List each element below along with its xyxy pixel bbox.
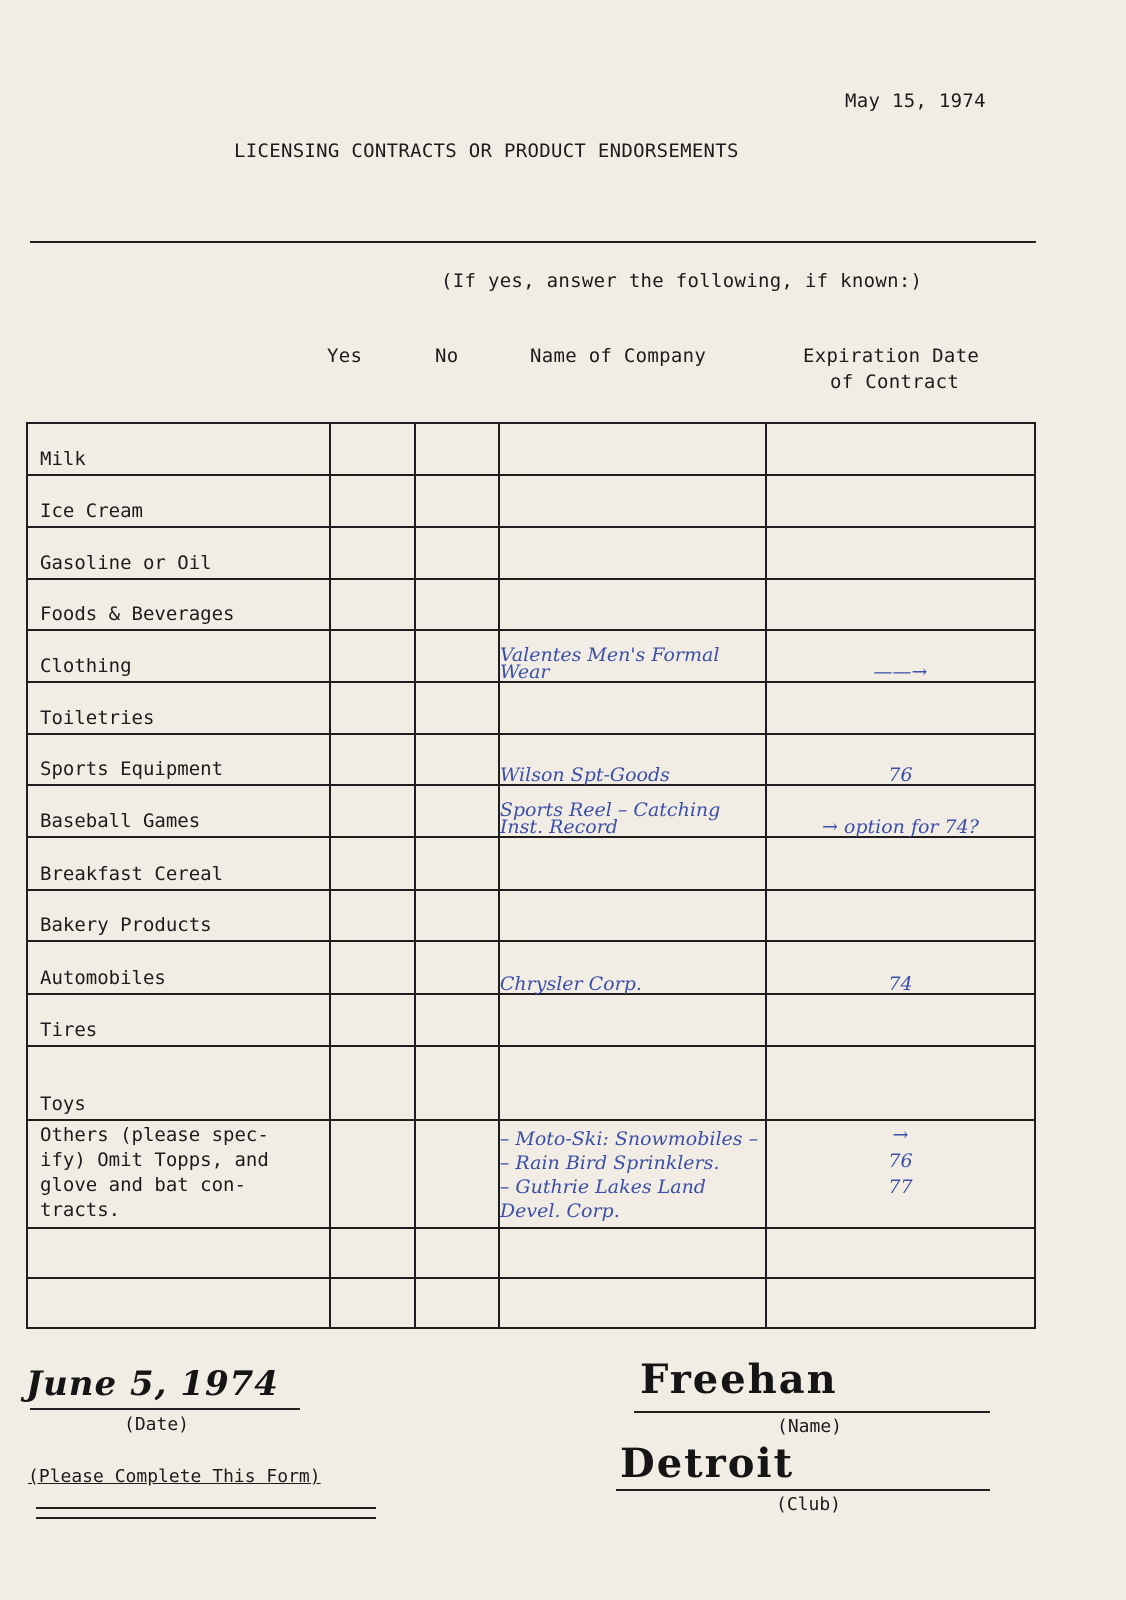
form-title: LICENSING CONTRACTS OR PRODUCT ENDORSEMENTS	[234, 140, 739, 162]
expiration-cell[interactable]	[766, 423, 1035, 475]
table-row	[27, 579, 1035, 630]
yes-cell[interactable]	[330, 837, 414, 890]
company-cell[interactable]	[499, 579, 766, 630]
category-label: Sports Equipment	[27, 734, 330, 785]
expiration-cell[interactable]	[766, 1278, 1035, 1328]
date-caption: (Date)	[124, 1414, 190, 1435]
category-label: Gasoline or Oil	[27, 527, 330, 579]
yes-cell[interactable]	[330, 682, 414, 734]
title-divider	[30, 241, 1036, 243]
column-header-expiration-2: of Contract	[830, 371, 960, 393]
expiration-cell[interactable]	[766, 527, 1035, 579]
column-header-expiration: Expiration Date	[803, 345, 980, 367]
expiration-cell[interactable]	[766, 994, 1035, 1046]
no-cell[interactable]	[415, 682, 499, 734]
yes-cell[interactable]	[330, 1228, 414, 1278]
company-cell[interactable]	[499, 890, 766, 941]
expiration-cell[interactable]	[766, 475, 1035, 527]
company-cell[interactable]: Sports Reel – Catching Inst. Record	[499, 785, 766, 837]
table-row	[27, 1046, 1035, 1120]
no-cell[interactable]	[415, 1046, 499, 1120]
yes-cell[interactable]	[330, 423, 414, 475]
name-caption: (Name)	[777, 1416, 843, 1437]
signature-club: Detroit	[620, 1440, 795, 1487]
name-line	[634, 1411, 990, 1413]
no-cell[interactable]	[415, 994, 499, 1046]
table-row	[27, 734, 1035, 785]
company-cell[interactable]	[499, 682, 766, 734]
no-cell[interactable]	[415, 941, 499, 994]
handwritten-date: June 5, 1974	[26, 1364, 279, 1404]
table-row	[27, 890, 1035, 941]
company-cell[interactable]: Valentes Men's Formal Wear	[499, 630, 766, 682]
expiration-cell[interactable]: 76	[766, 734, 1035, 785]
yes-cell[interactable]	[330, 1120, 414, 1228]
blank-label-cell[interactable]	[27, 1278, 330, 1328]
expiration-cell[interactable]: 74	[766, 941, 1035, 994]
expiration-cell[interactable]: → option for 74?	[766, 785, 1035, 837]
table-row	[27, 630, 1035, 682]
table-row	[27, 475, 1035, 527]
endorsement-table	[26, 422, 1036, 1329]
column-header-yes: Yes	[327, 345, 363, 367]
category-label: Clothing	[27, 630, 330, 682]
yes-cell[interactable]	[330, 1278, 414, 1328]
no-cell[interactable]	[415, 1278, 499, 1328]
no-cell[interactable]	[415, 423, 499, 475]
no-cell[interactable]	[415, 1228, 499, 1278]
form-date: May 15, 1974	[845, 90, 986, 112]
no-cell[interactable]	[415, 579, 499, 630]
company-cell[interactable]	[499, 475, 766, 527]
column-header-company: Name of Company	[530, 345, 707, 367]
others-expiration-entry: 76	[888, 1150, 913, 1172]
category-label: Foods & Beverages	[27, 579, 330, 630]
table-row-blank	[27, 1278, 1035, 1328]
no-cell[interactable]	[415, 630, 499, 682]
others-expiration-entry: 77	[888, 1176, 913, 1198]
category-label: Bakery Products	[27, 890, 330, 941]
column-header-no: No	[435, 345, 459, 367]
no-cell[interactable]	[415, 475, 499, 527]
yes-cell[interactable]	[330, 785, 414, 837]
yes-cell[interactable]	[330, 579, 414, 630]
yes-cell[interactable]	[330, 527, 414, 579]
expiration-cell[interactable]: ——→	[766, 630, 1035, 682]
table-row	[27, 994, 1035, 1046]
others-company-entry: – Moto-Ski: Snowmobiles –	[499, 1128, 759, 1150]
category-label: Baseball Games	[27, 785, 330, 837]
category-label: Milk	[27, 423, 330, 475]
note-rule-2	[36, 1517, 376, 1519]
category-label: Breakfast Cereal	[27, 837, 330, 890]
category-label: Tires	[27, 994, 330, 1046]
category-label-others: Others (please spec- ify) Omit Topps, and glove and bat con- tracts.	[27, 1120, 330, 1228]
company-cell[interactable]	[499, 1278, 766, 1328]
expiration-cell[interactable]	[766, 837, 1035, 890]
category-label: Automobiles	[27, 941, 330, 994]
yes-cell[interactable]	[330, 734, 414, 785]
note-rule-1	[36, 1507, 376, 1509]
no-cell[interactable]	[415, 527, 499, 579]
company-cell[interactable]	[499, 527, 766, 579]
blank-label-cell[interactable]	[27, 1228, 330, 1278]
table-row-others	[27, 1120, 1035, 1228]
category-label: Ice Cream	[27, 475, 330, 527]
instruction-text: (If yes, answer the following, if known:)	[441, 270, 923, 292]
expiration-cell[interactable]	[766, 1228, 1035, 1278]
expiration-cell[interactable]	[766, 579, 1035, 630]
yes-cell[interactable]	[330, 630, 414, 682]
company-cell[interactable]	[499, 994, 766, 1046]
others-company-entry: – Guthrie Lakes Land Devel. Corp.	[499, 1176, 706, 1222]
category-label: Toiletries	[27, 682, 330, 734]
others-company-entry: – Rain Bird Sprinklers.	[499, 1152, 720, 1174]
no-cell[interactable]	[415, 890, 499, 941]
table-row	[27, 682, 1035, 734]
expiration-cell[interactable]	[766, 890, 1035, 941]
table-row	[27, 423, 1035, 475]
complete-form-note: (Please Complete This Form)	[28, 1466, 321, 1487]
company-cell[interactable]: Wilson Spt-Goods	[499, 734, 766, 785]
no-cell[interactable]	[415, 734, 499, 785]
no-cell[interactable]	[415, 1120, 499, 1228]
company-cell[interactable]: Chrysler Corp.	[499, 941, 766, 994]
company-cell[interactable]	[499, 837, 766, 890]
no-cell[interactable]	[415, 785, 499, 837]
expiration-cell[interactable]	[766, 1046, 1035, 1120]
company-cell[interactable]	[499, 1046, 766, 1120]
company-cell[interactable]	[499, 1228, 766, 1278]
club-caption: (Club)	[776, 1494, 842, 1515]
yes-cell[interactable]	[330, 890, 414, 941]
date-line	[30, 1408, 300, 1410]
yes-cell[interactable]	[330, 994, 414, 1046]
no-cell[interactable]	[415, 837, 499, 890]
table-row	[27, 941, 1035, 994]
yes-cell[interactable]	[330, 475, 414, 527]
club-line	[616, 1489, 990, 1491]
category-label: Toys	[27, 1046, 330, 1120]
company-cell[interactable]	[499, 423, 766, 475]
yes-cell[interactable]	[330, 1046, 414, 1120]
table-row	[27, 837, 1035, 890]
yes-cell[interactable]	[330, 941, 414, 994]
signature-name: Freehan	[640, 1356, 838, 1403]
company-cell-others[interactable]	[499, 1120, 766, 1228]
others-expiration-entry: →	[892, 1124, 909, 1146]
table-row-blank	[27, 1228, 1035, 1278]
expiration-cell[interactable]	[766, 682, 1035, 734]
table-row	[27, 785, 1035, 837]
expiration-cell-others[interactable]	[766, 1120, 1035, 1228]
table-row	[27, 527, 1035, 579]
